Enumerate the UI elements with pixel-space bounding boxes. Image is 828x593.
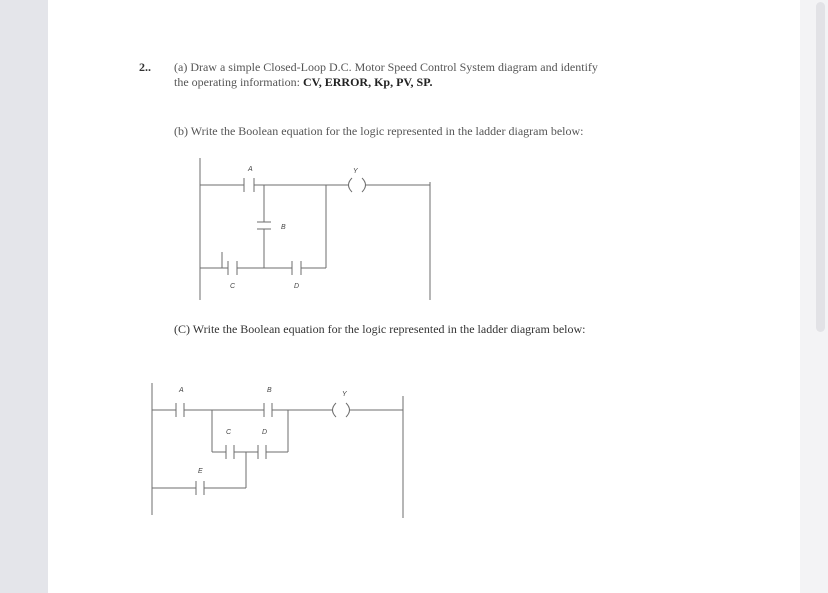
question-number: 2..	[139, 60, 151, 74]
label-a-b: A	[248, 166, 253, 173]
label-b-b: B	[281, 224, 286, 231]
label-e-c: E	[198, 468, 203, 475]
part-b-text: (b) Write the Boolean equation for the logic represented in the ladder diagram below:	[174, 124, 584, 138]
label-b-c: B	[267, 387, 272, 394]
label-a-c: A	[179, 387, 184, 394]
label-c-c: C	[226, 429, 232, 436]
label-y-c: Y	[342, 391, 347, 398]
label-d-b: D	[294, 283, 300, 290]
label-c-b: C	[230, 283, 236, 290]
part-a-line-1: (a) Draw a simple Closed-Loop D.C. Motor Speed Control System diagram and identify	[174, 60, 598, 74]
part-a-terms: CV, ERROR, Kp, PV, SP.	[302, 75, 433, 89]
label-y-b: Y	[353, 168, 358, 175]
part-c-text: (C) Write the Boolean equation for the logic represented in the ladder diagram below:	[174, 322, 586, 336]
part-a-line-2-prefix: the operating information:	[174, 75, 303, 89]
coil-y-c	[333, 403, 350, 417]
label-d-c: D	[262, 429, 268, 436]
